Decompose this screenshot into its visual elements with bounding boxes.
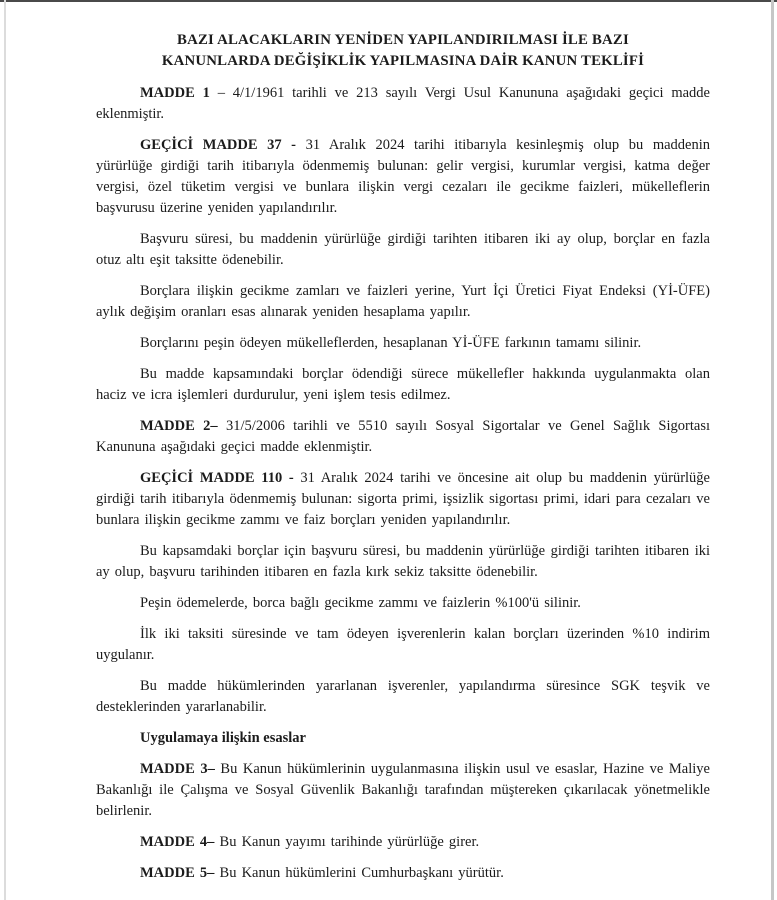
paragraph-text: Başvuru süresi, bu maddenin yürürlüğe girdiği tarihten itibaren iki ay olup, borçlar en fazla otuz altı eşit taksitte ödenebilir. <box>96 231 710 268</box>
article-label: MADDE 3– <box>140 761 215 777</box>
paragraph-sgk-tesvik <box>96 676 710 718</box>
article-label: MADDE 1 <box>140 85 210 101</box>
paragraph-text: Borçlara ilişkin gecikme zamları ve faizleri yerine, Yurt İçi Üretici Fiyat Endeksi (Yİ-ÜFE) aylık değişim oranları esas alınarak yeniden hesaplama yapılır. <box>96 283 710 320</box>
article-label: GEÇİCİ MADDE 37 - <box>140 137 297 153</box>
section-heading-uygulamaya-iliskin-esaslar <box>96 728 710 749</box>
paragraph-text: Bu madde kapsamındaki borçlar ödendiği sürece mükellefler hakkında uygulanmakta olan haciz ve icra işlemleri durdurulur, yeni işlem tesis edilmez. <box>96 366 710 403</box>
document-title <box>96 30 710 72</box>
section-heading-label: Uygulamaya ilişkin esaslar <box>140 730 306 746</box>
paragraph-text: Bu Kanun hükümlerinin uygulanmasına ilişkin usul ve esaslar, Hazine ve Maliye Bakanlığı ile Çalışma ve Sosyal Güvenlik Bakanlığı tarafından müştereken çıkarılacak yönetmelikle belirlenir. <box>96 761 710 819</box>
document-title-line2: KANUNLARDA DEĞİŞİKLİK YAPILMASINA DAİR KANUN TEKLİFİ <box>161 53 645 69</box>
paragraph-text: İlk iki taksiti süresinde ve tam ödeyen işverenlerin kalan borçları üzerinden %10 indirim uygulanır. <box>96 626 710 663</box>
paragraph-text: Bu Kanun yayımı tarihinde yürürlüğe girer. <box>214 834 480 850</box>
paragraph-text: Peşin ödemelerde, borca bağlı gecikme zammı ve faizlerin %100'ü silinir. <box>140 595 581 611</box>
article-label: MADDE 4– <box>140 834 215 850</box>
paragraph-madde-1 <box>96 83 710 125</box>
paragraph-text: Bu madde hükümlerinden yararlanan işverenler, yapılandırma süresince SGK teşvik ve desteklerinden yararlanabilir. <box>96 678 710 715</box>
paragraph-basvuru-suresi <box>96 229 710 271</box>
paragraph-text: Bu Kanun hükümlerini Cumhurbaşkanı yürütür. <box>214 865 504 881</box>
paragraph-text: 31 Aralık 2024 tarihi itibarıyla kesinleşmiş olup bu maddenin yürürlüğe girdiği tarih itibarıyla ödenmemiş bulunan: gelir vergisi, kurumlar vergisi, katma değer vergisi, özel tüketim vergisi ve bunlara ilişkin vergi cezaları ile gecikme faizleri, mükelleflerin başvurusu üzerine yeniden yapılandırılır. <box>96 137 711 216</box>
paragraph-madde-5 <box>96 863 710 884</box>
document-title-line1: BAZI ALACAKLARIN YENİDEN YAPILANDIRILMASI İLE BAZI <box>177 32 629 48</box>
paragraph-kirk-sekiz-taksit <box>96 541 710 583</box>
paragraph-gecici-madde-37 <box>96 135 710 219</box>
paragraph-ilk-iki-taksit-indirim <box>96 624 710 666</box>
article-label: MADDE 5– <box>140 865 215 881</box>
paragraph-text: Bu kapsamdaki borçlar için başvuru süresi, bu maddenin yürürlüğe girdiği tarihten itibaren iki ay olup, başvuru tarihinden itibaren en fazla kırk sekiz taksitte ödenebilir. <box>96 543 710 580</box>
paragraph-gecici-madde-110 <box>96 468 710 531</box>
paragraph-madde-3 <box>96 759 710 822</box>
article-label: GEÇİCİ MADDE 110 - <box>140 470 294 486</box>
paragraph-text: Borçlarını peşin ödeyen mükelleflerden, hesaplanan Yİ-ÜFE farkının tamamı silinir. <box>140 335 642 351</box>
paragraph-pesin-odeme-yuzde100 <box>96 593 710 614</box>
paragraph-haciz-durdurma <box>96 364 710 406</box>
paragraph-text: 31/5/2006 tarihli ve 5510 sayılı Sosyal Sigortalar ve Genel Sağlık Sigortası Kanununa aşağıdaki geçici madde eklenmiştir. <box>96 418 710 455</box>
paragraph-text: 31 Aralık 2024 tarihi ve öncesine ait olup bu maddenin yürürlüğe girdiği tarih itibarıyla ödenmemiş bulunan: sigorta primi, işsizlik sigortası primi, idari para cezaları ve bunlara ilişkin gecikme zammı ve faiz borçları yeniden yapılandırılır. <box>96 470 710 528</box>
paragraph-madde-2 <box>96 416 710 458</box>
paragraph-pesin-odeme-silme <box>96 333 710 354</box>
paragraph-text: – 4/1/1961 tarihli ve 213 sayılı Vergi Usul Kanununa aşağıdaki geçici madde eklenmiştir. <box>96 85 710 122</box>
paragraph-madde-4 <box>96 832 710 853</box>
article-label: MADDE 2– <box>140 418 218 434</box>
paragraph-yi-ufe-hesaplama <box>96 281 710 323</box>
